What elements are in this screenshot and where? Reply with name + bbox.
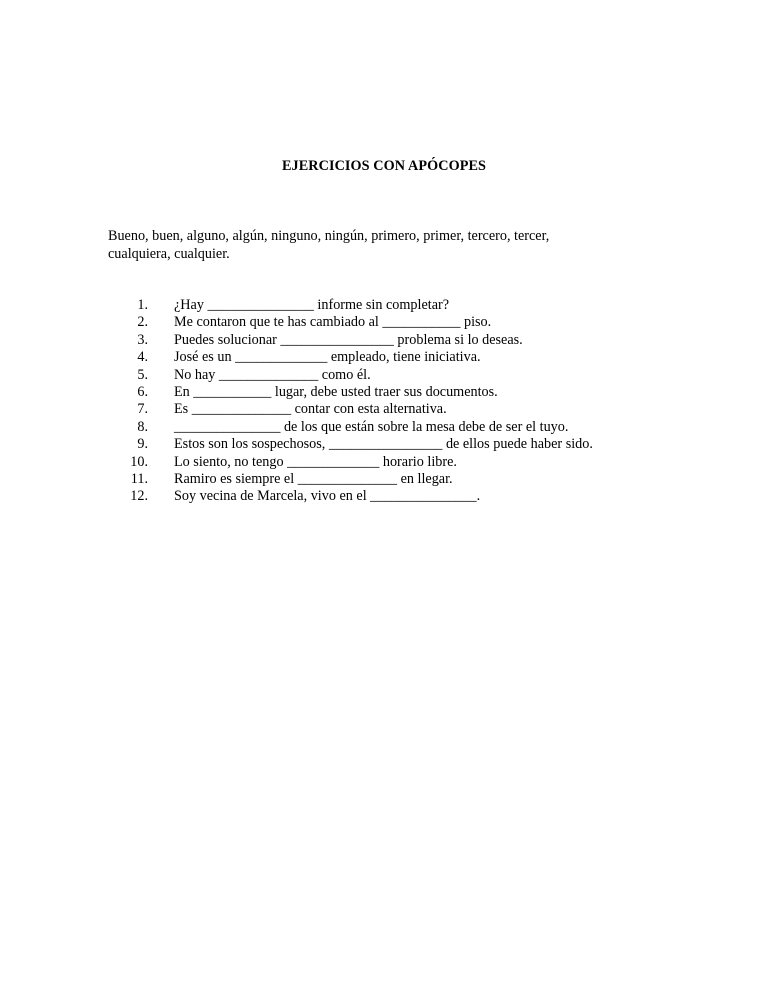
- exercise-item: [0, 454, 768, 471]
- exercise-number: 4.: [137, 349, 148, 366]
- exercise-item: [0, 401, 768, 418]
- exercise-number: 1.: [137, 297, 148, 313]
- exercise-item: [0, 332, 768, 349]
- exercise-number: 8.: [137, 418, 148, 435]
- exercise-item: [0, 488, 768, 505]
- exercise-text: No hay ______________ como él.: [174, 366, 371, 383]
- exercise-text: Lo siento, no tengo _____________ horario libre.: [174, 453, 457, 470]
- exercise-number: 12.: [130, 488, 148, 505]
- exercise-number: 10.: [130, 453, 148, 470]
- exercise-text: José es un _____________ empleado, tiene iniciativa.: [174, 349, 481, 366]
- exercise-text: Es ______________ contar con esta alternativa.: [174, 401, 447, 418]
- exercise-text: Soy vecina de Marcela, vivo en el _______________.: [174, 488, 481, 505]
- exercise-item: [0, 384, 768, 401]
- exercise-text: En ___________ lugar, debe usted traer sus documentos.: [174, 383, 498, 400]
- exercise-item: [0, 297, 768, 314]
- word-bank-paragraph: Bueno, buen, alguno, algún, ninguno, ningún, primero, primer, tercero, tercer, cualquiera, cualquier.: [108, 228, 550, 262]
- exercise-text: Ramiro es siempre el ______________ en llegar.: [174, 470, 453, 487]
- exercise-item: [0, 367, 768, 384]
- exercise-item: [0, 436, 768, 453]
- exercise-number: 7.: [137, 401, 148, 418]
- exercise-text: _______________ de los que están sobre la mesa debe de ser el tuyo.: [174, 418, 569, 435]
- exercise-number: 2.: [137, 314, 148, 331]
- exercise-text: Estos son los sospechosos, ________________ de ellos puede haber sido.: [174, 436, 593, 453]
- exercise-list: [0, 297, 768, 506]
- exercise-number: 11.: [130, 470, 148, 487]
- exercise-number: 6.: [137, 383, 148, 400]
- exercise-text: Puedes solucionar ________________ problema si lo deseas.: [174, 331, 523, 348]
- exercise-item: [0, 314, 768, 331]
- exercise-number: 9.: [137, 436, 148, 453]
- exercise-item: [0, 471, 768, 488]
- exercise-number: 5.: [137, 366, 148, 383]
- exercise-number: 3.: [137, 331, 148, 348]
- exercise-item: [0, 419, 768, 436]
- exercise-text: Me contaron que te has cambiado al ___________ piso.: [174, 314, 492, 331]
- exercise-item: [0, 349, 768, 366]
- page-title: EJERCICIOS CON APÓCOPES: [281, 158, 487, 174]
- exercise-text: ¿Hay _______________ informe sin completar?: [174, 297, 450, 313]
